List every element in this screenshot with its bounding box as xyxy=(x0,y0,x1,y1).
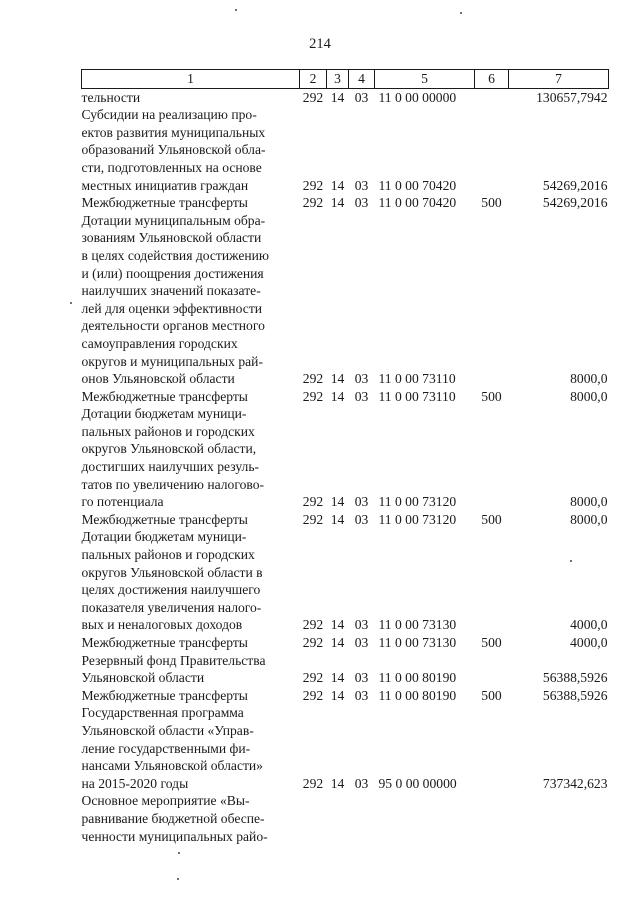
code-section: 14 xyxy=(330,687,345,703)
amount: 8000,0 xyxy=(570,511,608,527)
code-target: 95 0 00 00000 xyxy=(378,775,457,791)
description-line: Ульяновской области «Управ- xyxy=(81,722,254,738)
column-header: 5 xyxy=(375,70,475,89)
description-line: Межбюджетные трансферты xyxy=(81,635,248,650)
amount: 8000,0 xyxy=(570,371,608,387)
amount: 8000,0 xyxy=(570,388,608,404)
row-description xyxy=(82,792,300,845)
description-line: в целях содействия достижению xyxy=(81,247,270,263)
code-expense-type xyxy=(475,704,509,792)
code-expense-type: 500 xyxy=(481,511,502,527)
description-line: Ульяновской области xyxy=(81,670,205,686)
code-expense-type: 500 xyxy=(481,687,502,703)
code-expense-type xyxy=(475,212,509,388)
code-section: 14 xyxy=(330,494,345,510)
table-row xyxy=(82,792,609,845)
row-description xyxy=(82,687,300,705)
description-line: образований Ульяновской обла- xyxy=(81,142,266,158)
row-description xyxy=(82,511,300,529)
description-line: равнивание бюджетной обеспе- xyxy=(81,810,265,826)
code-expense-type xyxy=(475,405,509,511)
amount: 130657,7942 xyxy=(536,89,608,105)
column-header: 4 xyxy=(349,70,375,89)
amount: 54269,2016 xyxy=(542,195,608,211)
code-subsection: 03 xyxy=(354,687,369,703)
description-line: татов по увеличению налогово- xyxy=(81,476,265,492)
description-line: Дотации бюджетам муници- xyxy=(81,529,247,545)
scan-speck xyxy=(178,852,180,854)
table-row xyxy=(82,88,609,106)
amount: 56388,5926 xyxy=(542,687,608,703)
description-line: лей для оценки эффективности xyxy=(81,300,263,316)
row-description xyxy=(82,528,300,634)
code-admin: 292 xyxy=(302,494,324,510)
table-row xyxy=(82,388,609,406)
row-description xyxy=(82,88,300,106)
scan-speck xyxy=(460,12,462,14)
code-subsection: 03 xyxy=(354,89,369,105)
description-line: вых и неналоговых доходов xyxy=(81,617,243,633)
description-line: пальных районов и городских xyxy=(81,423,255,439)
code-subsection: 03 xyxy=(354,635,369,650)
description-line: нансами Ульяновской области» xyxy=(81,758,263,774)
description-line: округов Ульяновской области в xyxy=(81,564,263,580)
description-line: Дотации бюджетам муници- xyxy=(81,406,247,422)
description-line: тельности xyxy=(81,89,141,105)
column-header: 2 xyxy=(300,70,327,89)
description-line: и (или) поощрения достижения xyxy=(81,265,264,281)
description-line: Государственная программа xyxy=(81,705,244,721)
table-row xyxy=(82,511,609,529)
row-description xyxy=(82,194,300,212)
code-target: 11 0 00 80190 xyxy=(378,687,457,703)
column-header: 3 xyxy=(327,70,349,89)
code-target xyxy=(375,792,475,845)
amount: 8000,0 xyxy=(570,494,608,510)
code-subsection: 03 xyxy=(354,511,369,527)
scan-speck xyxy=(570,560,572,562)
description-line: ление государственными фи- xyxy=(81,740,251,756)
code-section: 14 xyxy=(330,511,345,527)
description-line: ченности муниципальных райо- xyxy=(81,828,268,844)
scan-speck xyxy=(70,302,72,304)
amount: 4000,0 xyxy=(570,617,608,633)
code-target: 11 0 00 70420 xyxy=(378,195,457,211)
description-line: пальных районов и городских xyxy=(81,547,255,563)
description-line: Дотации муниципальным обра- xyxy=(81,212,266,228)
page-number: 214 xyxy=(309,36,331,52)
row-description xyxy=(82,405,300,511)
row-description xyxy=(82,634,300,652)
code-target: 11 0 00 73130 xyxy=(378,635,457,650)
code-admin: 292 xyxy=(302,617,324,633)
description-line: деятельности органов местного xyxy=(81,318,265,334)
code-subsection: 03 xyxy=(354,617,369,633)
description-line: Межбюджетные трансферты xyxy=(81,511,248,527)
description-line: Межбюджетные трансферты xyxy=(81,195,248,211)
scan-speck xyxy=(235,9,237,11)
code-expense-type xyxy=(475,106,509,194)
table-row xyxy=(82,405,609,511)
code-section: 14 xyxy=(330,371,345,387)
code-expense-type: 500 xyxy=(481,635,502,650)
description-line: округов Ульяновской области, xyxy=(81,441,257,457)
code-section: 14 xyxy=(330,89,345,105)
amount xyxy=(509,792,609,845)
table-row xyxy=(82,212,609,388)
code-subsection: 03 xyxy=(354,775,369,791)
description-line: наилучших значений показате- xyxy=(81,283,261,299)
code-admin: 292 xyxy=(302,775,324,791)
code-target: 11 0 00 80190 xyxy=(378,670,457,686)
description-line: достигших наилучших резуль- xyxy=(81,459,260,475)
code-target: 11 0 00 70420 xyxy=(378,177,457,193)
amount: 54269,2016 xyxy=(542,177,608,193)
scan-speck xyxy=(177,878,179,880)
code-admin: 292 xyxy=(302,195,324,211)
budget-table xyxy=(81,69,609,845)
code-section: 14 xyxy=(330,670,345,686)
code-subsection: 03 xyxy=(354,494,369,510)
code-admin: 292 xyxy=(302,177,324,193)
code-section: 14 xyxy=(330,195,345,211)
code-admin: 292 xyxy=(302,388,324,404)
code-section: 14 xyxy=(330,775,345,791)
table-row xyxy=(82,687,609,705)
code-subsection: 03 xyxy=(354,388,369,404)
column-header: 1 xyxy=(82,70,300,89)
description-line: целях достижения наилучшего xyxy=(81,582,261,598)
row-description xyxy=(82,388,300,406)
table-row xyxy=(82,106,609,194)
code-admin: 292 xyxy=(302,511,324,527)
table-row xyxy=(82,704,609,792)
code-target: 11 0 00 73110 xyxy=(378,371,456,387)
description-line: онов Ульяновской области xyxy=(81,371,235,387)
row-description xyxy=(82,106,300,194)
description-line: Субсидии на реализацию про- xyxy=(81,107,257,123)
code-section xyxy=(327,792,349,845)
column-header: 7 xyxy=(509,70,609,89)
code-target: 11 0 00 73110 xyxy=(378,388,456,404)
row-description xyxy=(82,704,300,792)
table-row xyxy=(82,634,609,652)
description-line: показателя увеличения налого- xyxy=(81,599,262,615)
description-line: Межбюджетные трансферты xyxy=(81,687,248,703)
code-target: 11 0 00 73120 xyxy=(378,494,457,510)
description-line: Основное мероприятие «Вы- xyxy=(81,793,250,809)
code-admin: 292 xyxy=(302,89,324,105)
code-section: 14 xyxy=(330,617,345,633)
code-admin xyxy=(300,792,327,845)
code-admin: 292 xyxy=(302,670,324,686)
column-header: 6 xyxy=(475,70,509,89)
description-line: округов и муниципальных рай- xyxy=(81,353,263,369)
amount: 737342,623 xyxy=(542,775,608,791)
code-subsection: 03 xyxy=(354,670,369,686)
description-line: ектов развития муниципальных xyxy=(81,124,266,140)
description-line: на 2015-2020 годы xyxy=(81,775,189,791)
code-section: 14 xyxy=(330,388,345,404)
code-subsection: 03 xyxy=(354,371,369,387)
code-expense-type xyxy=(475,652,509,687)
code-admin: 292 xyxy=(302,687,324,703)
code-admin: 292 xyxy=(302,635,324,650)
description-line: го потенциала xyxy=(81,494,164,510)
description-line: Межбюджетные трансферты xyxy=(81,388,248,404)
table-header-row xyxy=(82,70,609,89)
row-description xyxy=(82,212,300,388)
code-target: 11 0 00 73130 xyxy=(378,617,457,633)
description-line: Резервный фонд Правительства xyxy=(81,652,266,668)
row-description xyxy=(82,652,300,687)
description-line: самоуправления городских xyxy=(81,335,238,351)
code-admin: 292 xyxy=(302,371,324,387)
description-line: зованиям Ульяновской области xyxy=(81,230,262,246)
code-expense-type: 500 xyxy=(481,388,502,404)
description-line: местных инициатив граждан xyxy=(81,177,249,193)
description-line: сти, подготовленных на основе xyxy=(81,159,262,175)
amount: 4000,0 xyxy=(570,635,608,650)
code-expense-type xyxy=(475,88,509,106)
code-target: 11 0 00 00000 xyxy=(378,89,457,105)
code-subsection xyxy=(349,792,375,845)
code-target: 11 0 00 73120 xyxy=(378,511,457,527)
code-expense-type: 500 xyxy=(481,195,502,211)
table-body xyxy=(82,88,609,845)
table-row xyxy=(82,652,609,687)
code-subsection: 03 xyxy=(354,195,369,211)
code-section: 14 xyxy=(330,635,345,650)
code-subsection: 03 xyxy=(354,177,369,193)
amount: 56388,5926 xyxy=(542,670,608,686)
code-expense-type xyxy=(475,528,509,634)
code-expense-type xyxy=(475,792,509,845)
table-row xyxy=(82,194,609,212)
code-section: 14 xyxy=(330,177,345,193)
table-row xyxy=(82,528,609,634)
